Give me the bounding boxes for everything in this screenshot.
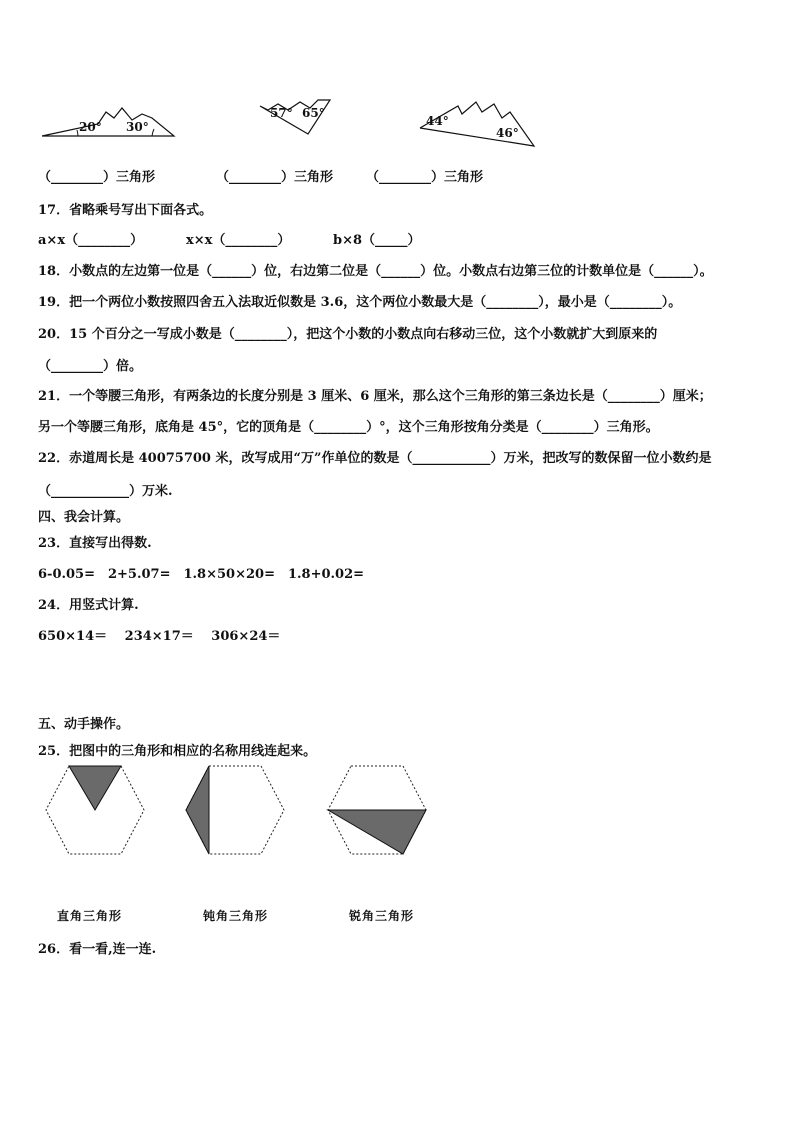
q22-line-2[interactable]: （____________）万米. xyxy=(38,484,173,499)
q23-text: 23．直接写出得数. xyxy=(38,536,152,551)
name-acute-triangle[interactable]: 锐角三角形 xyxy=(349,909,415,923)
angle-label-57: 57° xyxy=(270,106,293,120)
q17-item-3[interactable]: b×8（_____） xyxy=(333,233,421,248)
q21-line-2[interactable]: 另一个等腰三角形，底角是 45°，它的顶角是（________）°，这个三角形按角分类是（________）三角形。 xyxy=(38,420,659,435)
hexagon-figure-2 xyxy=(184,764,286,856)
q17-item-1[interactable]: a×x（________） xyxy=(38,233,144,248)
q20-line-2[interactable]: （________）倍。 xyxy=(38,359,143,374)
q21-line-1[interactable]: 21．一个等腰三角形，有两条边的长度分别是 3 厘米、6 厘米，那么这个三角形的第三条边长是（________）厘米； xyxy=(38,389,712,404)
q20-line-1[interactable]: 20．15 个百分之一写成小数是（________），把这个小数的小数点向右移动三位，这个小数就扩大到原来的 xyxy=(38,327,658,342)
angle-label-46: 46° xyxy=(496,126,519,140)
section-4-title: 四、我会计算。 xyxy=(38,510,130,525)
q18-text[interactable]: 18．小数点的左边第一位是（______）位，右边第二位是（______）位。小数点右边第三位的计数单位是（______）。 xyxy=(38,264,713,279)
q23-items[interactable]: 6-0.05= 2+5.07= 1.8×50×20= 1.8+0.02= xyxy=(38,567,365,582)
name-right-triangle[interactable]: 直角三角形 xyxy=(57,909,123,923)
hexagon-figure-3 xyxy=(326,764,428,856)
q16-answer-1[interactable]: （________）三角形 xyxy=(38,170,156,185)
hexagon-figure-1 xyxy=(44,764,146,856)
q24-text: 24．用竖式计算. xyxy=(38,598,139,613)
q17-text: 17．省略乘号写出下面各式。 xyxy=(38,203,213,218)
q16-answer-2[interactable]: （________）三角形 xyxy=(216,170,334,185)
section-5-title: 五、动手操作。 xyxy=(38,717,130,732)
q22-line-1[interactable]: 22．赤道周长是 40075700 米，改写成用“万”作单位的数是（____________）万米，把改写的数保留一位小数约是 xyxy=(38,451,712,466)
q26-text: 26．看一看,连一连. xyxy=(38,942,157,957)
q25-text: 25．把图中的三角形和相应的名称用线连起来。 xyxy=(38,744,317,759)
name-obtuse-triangle[interactable]: 钝角三角形 xyxy=(203,909,269,923)
angle-label-30: 30° xyxy=(126,120,149,134)
angle-label-65: 65° xyxy=(302,106,325,120)
angle-label-44: 44° xyxy=(426,114,449,128)
q16-answer-3[interactable]: （________）三角形 xyxy=(366,170,484,185)
torn-triangle-1 xyxy=(40,104,180,144)
angle-label-20: 20° xyxy=(79,120,102,134)
q24-items[interactable]: 650×14＝ 234×17＝ 306×24＝ xyxy=(38,629,281,644)
q19-text[interactable]: 19．把一个两位小数按照四舍五入法取近似数是 3.6，这个两位小数最大是（________），最小是（________）。 xyxy=(38,295,682,310)
q17-item-2[interactable]: x×x（________） xyxy=(186,233,291,248)
